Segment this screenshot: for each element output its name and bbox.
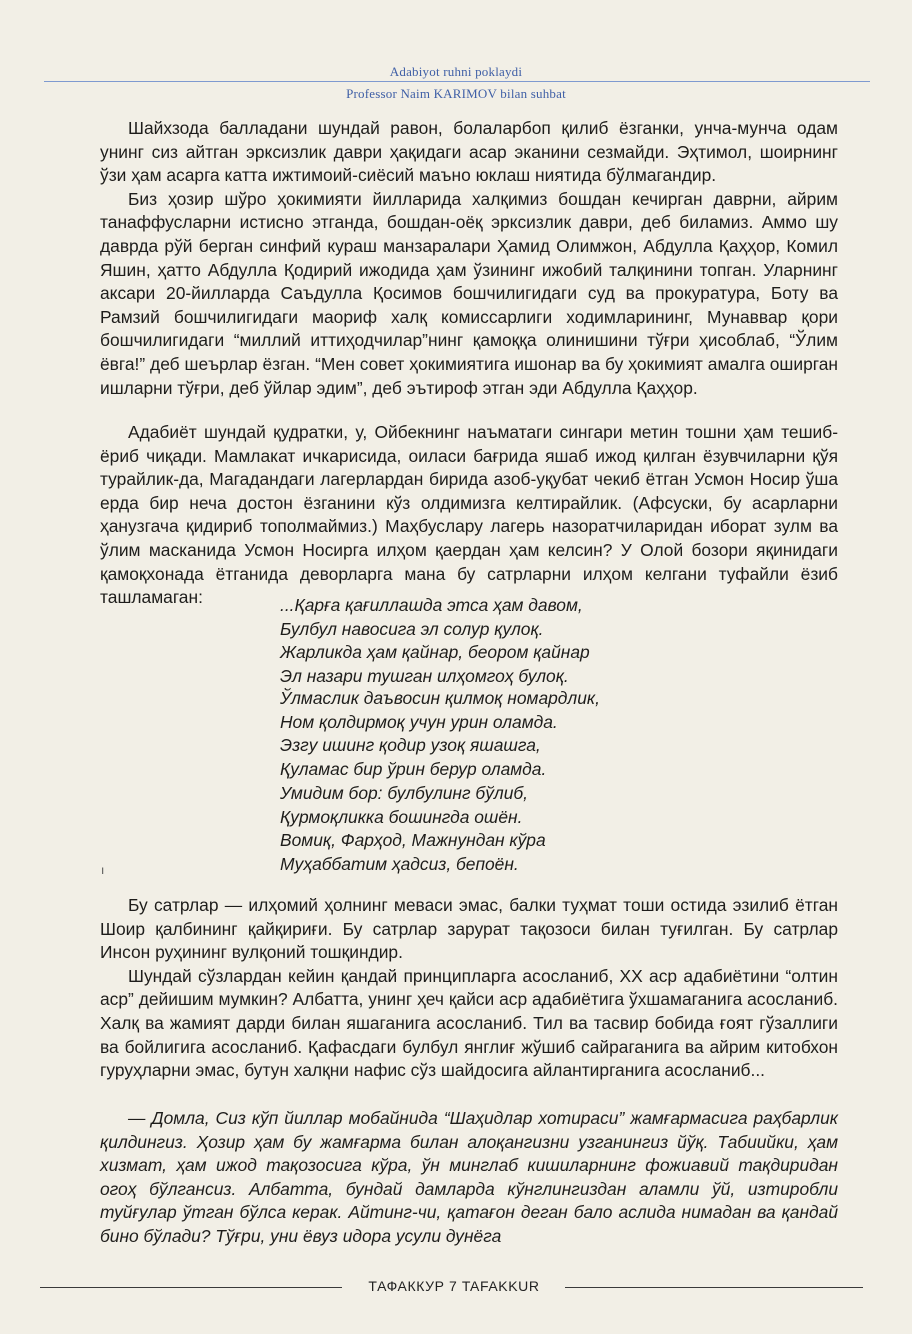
paragraph: Биз ҳозир шўро ҳокимияти йилларида халқимиз бошдан кечирган даврни, айрим танаффусларни истисно этганда, бошдан-оёқ эрксизлик даври, деб биламиз. Аммо шу даврда рўй берган синфий кураш манзаралари Ҳамид Олимжон, Абдулла Қаҳҳор, Комил Яшин, ҳатто Абдулла Қодирий ижодида ҳам ўзининг ижобий талқинини топган. Уларнинг аксари 20-йилларда Саъдулла Қосимов бошчилигидаги суд ва прокуратура, Боту ва Рамзий бошчилигидаги маориф халқ комиссарлиги ходимларининг, Мунаввар қори бошчилигидаги “миллий иттиҳодчилар”нинг қамоққа олинишини тўғри ҳисоблаб, “Ўлим ёвга!” деб шеърлар ёзган. “Мен совет ҳокимиятига ишонар ва бу ҳокимият амалга оширган ишларни тўғри, деб ўйлар эдим”, деб эътироф этган эди Абдулла Қаҳҳор. — [100, 188, 838, 398]
poem-stanza-2 — [280, 687, 600, 781]
poem-line: ...Қарға қағиллашда этса ҳам давом, — [280, 595, 583, 615]
interview-question — [100, 1107, 838, 1249]
paragraph: Бу сатрлар — илҳомий ҳолнинг меваси эмас, балки туҳмат тоши остида эзилиб ётган Шоир қалбининг қайқириғи. Бу сатрлар зарурат тақозоси билан туғилган. Бу сатрлар Инсон руҳининг вулқоний тошқиндир. — [100, 895, 838, 963]
footer-rule-left — [40, 1287, 342, 1288]
poem-line: Ўлмаслик даъвосин қилмоқ номардлик, — [280, 688, 600, 708]
poem-line: Жарликда ҳам қайнар, беором қайнар — [280, 642, 590, 663]
page-footer — [0, 1278, 912, 1298]
text-block-top — [100, 117, 838, 400]
paragraph: Шундай сўзлардан кейин қандай принципларга асосланиб, ХХ аср адабиётини “олтин аср” дейишим мумкин? Албатта, унинг ҳеч қайси аср адабиётига ўхшамаганига асосланиб. Халқ ва жамият дарди билан яшаганига асосланиб. Тил ва тасвир бобида ғоят гўзаллиги ва бойлигига асосланиб. Қафасдаги булбул янглиғ жўшиб сайраганига ва айрим китобхон гуруҳларни эмас, бутун халқни нафис сўз шайдосига айлантирганига асосланиб... — [100, 965, 838, 1081]
poem-line: Булбул навосига эл солур қулоқ. — [280, 618, 544, 639]
poem-line: Вомиқ, Фарҳод, Мажнундан кўра — [280, 830, 546, 851]
poem-line: Эзгу ишинг қодир узоқ яшашга, — [280, 735, 541, 756]
poem-line: Қуламас бир ўрин берур оламда. — [280, 758, 547, 779]
poem-stanza-1 — [280, 594, 590, 688]
question-paragraph: — Домла, Сиз кўп йиллар мобайнида “Шаҳидлар хотираси” жамғармасига раҳбарлик қилдингиз. Ҳозир ҳам бу жамғарма билан алоқангизни узганингиз йўқ. Табиийки, ҳам хизмат, ҳам ижод тақозосига кўра, ўн минглаб кишиларнинг фожиавий тақдиридан огоҳ бўлгансиз. Албатта, бундай дамларда кўнглингиздан аламли ўй, изтиробли туйғулар ўтган бўлса керак. Айтинг-чи, қатағон деган бало аслида нимадан ва қандай бино бўлади? Тўғри, уни ёвуз идора усули дунёга — [100, 1108, 838, 1246]
stray-mark: ı — [101, 863, 105, 877]
paragraph: Адабиёт шундай қудратки, у, Ойбекнинг наъматаги сингари метин тошни ҳам тешиб-ёриб чиқади. Мамлакат ичкарисида, оиласи бағрида яшаб ижод қилган ёзувчиларни қўя турайлик-да, Магадандаги лагерлардан бирида азоб-уқубат чекиб ётган Усмон Носир ўша ерда бир неча достон ёзганини кўз олдимизга келтирайлик. (Афсуски, бу асарларни ҳанузгача қидириб тополмаймиз.) Маҳбуслару лагерь назоратчиларидан иборат зулм ва ўлим масканида Усмон Носирга илҳом қаердан ҳам келсин? У Олой бозори яқинидаги қамоқхонада ётганида деворларга мана бу сатрларни илҳом келгани туфайли ёзиб ташламаган: — [100, 422, 838, 608]
footer-page-label: ТАФАККУР 7 TAFAKKUR — [368, 1278, 540, 1294]
paragraph: Шайхзода балладани шундай равон, болаларбоп қилиб ёзганки, унча-мунча одам унинг сиз айтган эрксизлик даври ҳақидаги асар эканини сезмайди. Эҳтимол, шоирнинг ўзи ҳам асарга катта ижтимоий-сиёсий маъно юклаш ниятида бўлмагандир. — [100, 118, 838, 186]
poem-line: Эл назари тушган илҳомгоҳ булоқ. — [280, 665, 569, 686]
footer-rule-right — [565, 1287, 863, 1288]
text-block-mid — [100, 421, 838, 610]
text-block-after-poem — [100, 894, 838, 1083]
poem-stanza-3 — [280, 782, 546, 876]
running-head-subtitle: Professor Naim KARIMOV bilan suhbat — [346, 86, 566, 101]
header-rule — [44, 81, 870, 82]
running-head-title: Adabiyot ruhni poklaydi — [389, 64, 523, 79]
poem-line: Умидим бор: булбулинг бўлиб, — [280, 783, 528, 803]
poem-line: Ном қолдирмоқ учун урин оламда. — [280, 711, 558, 732]
poem-line: Муҳаббатим ҳадсиз, бепоён. — [280, 853, 519, 874]
poem-line: Қурмоқликка бошингда ошён. — [280, 806, 523, 827]
